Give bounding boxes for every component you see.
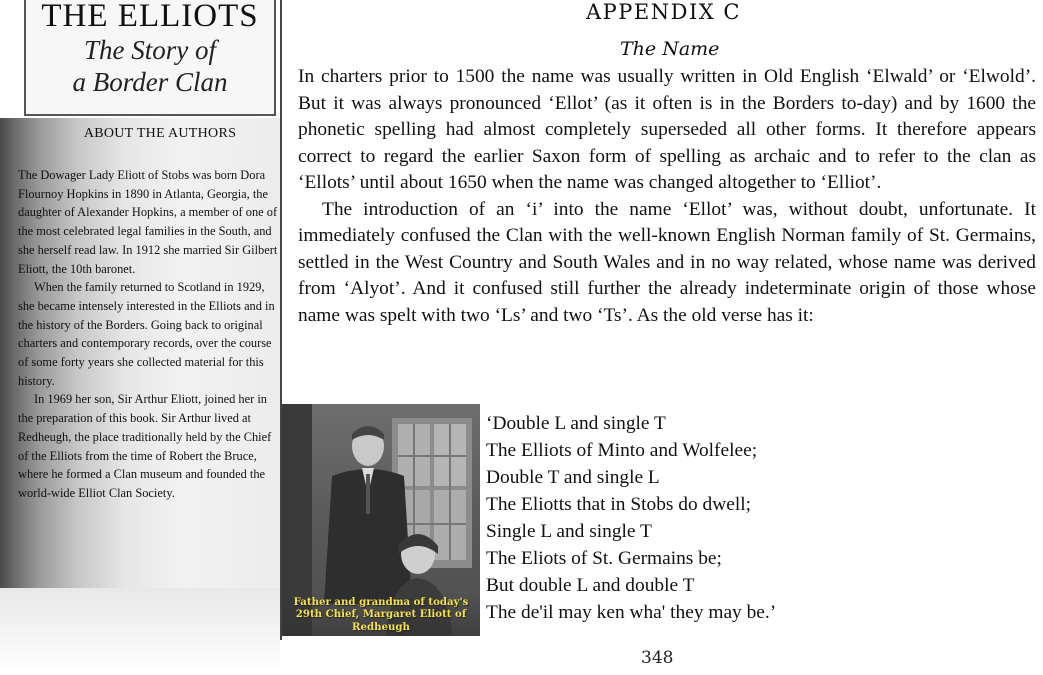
about-paragraph: When the family returned to Scotland in 1929, she became intensely interested in the Elliots and in the history of the Borders. Going back to original charters and contemporary records, over the course of some forty years she collected material for this history. [18, 280, 275, 388]
book-subtitle-line-2: a Border Clan [72, 67, 228, 97]
verse-line: The Elliots of Minto and Wolfelee; [486, 440, 758, 461]
book-title-box [24, 0, 276, 116]
page-number: 348 [641, 648, 674, 668]
verse-line: Double T and single L [486, 467, 660, 488]
photo-caption: Father and grandma of today's 29th Chief, Margaret Eliott of Redheugh [282, 594, 480, 636]
verse-line: ‘Double L and single T [486, 413, 666, 434]
verse-line: But double L and double T [486, 575, 695, 596]
body-text [298, 64, 1036, 329]
book-title: THE ELLIOTS [41, 0, 259, 34]
verse-line: The Eliots of St. Germains be; [486, 548, 722, 569]
body-paragraph: The introduction of an ‘i’ into the name ‘Ellot’ was, without doubt, unfortunate. It immediately confused the Clan with the well-known English Norman family of St. Germains, settled in the West Country and South Wales and in no way related, whose name was derived from ‘Alyot’. And it confused still further the already indeterminate origin of those whose name was spelt with two ‘Ls’ and two ‘Ts’. As the old verse has it: [298, 198, 1036, 326]
book-jacket-panel [0, 0, 280, 675]
about-authors-text [18, 166, 280, 503]
about-paragraph: The Dowager Lady Eliott of Stobs was born Dora Flournoy Hopkins in 1890 in Atlanta, Georgia, the daughter of Alexander Hopkins, a member of one of the most celebrated legal families in the South, and she herself read law. In 1912 she married Sir Gilbert Eliott, the 10th baronet. [18, 168, 278, 276]
verse-line: Single L and single T [486, 521, 652, 542]
appendix-heading: APPENDIX C [586, 0, 741, 24]
about-authors-heading: ABOUT THE AUTHORS [83, 126, 237, 141]
verse [486, 410, 776, 626]
verse-line: The de'il may ken wha' they may be.’ [486, 602, 777, 623]
verse-line: The Eliotts that in Stobs do dwell; [486, 494, 751, 515]
about-paragraph: In 1969 her son, Sir Arthur Eliott, joined her in the preparation of this book. Sir Arthur lived at Redheugh, the place traditionally held by the Chief of the Elliots from the time of Robert the Bruce, where he formed a Clan museum and founded the world-wide Elliot Clan Society. [18, 392, 272, 500]
book-subtitle-line-1: The Story of [84, 35, 216, 65]
body-paragraph: In charters prior to 1500 the name was usually written in Old English ‘Elwald’ or ‘Elwold’. But it was always pronounced ‘Ellot’ (as it often is in the Borders to-day) and by 1600 the phonetic spelling had almost completely superseded all other forms. It therefore appears correct to regard the earlier Saxon form of spelling as archaic and to refer to the clan as ‘Ellots’ until about 1650 when the name was changed altogether to ‘Elliot’. [298, 66, 1036, 193]
jacket-background-fade [0, 588, 280, 675]
section-title: The Name [620, 38, 720, 60]
family-photo [282, 404, 480, 636]
